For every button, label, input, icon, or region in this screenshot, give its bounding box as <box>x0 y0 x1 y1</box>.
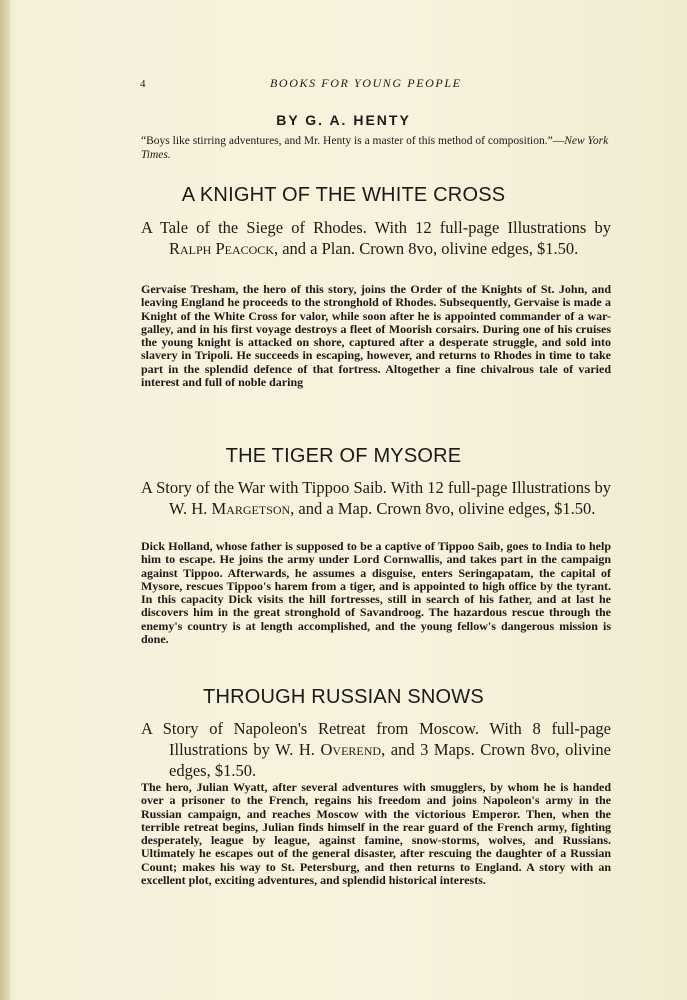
book-description: Gervaise Tresham, the hero of this story, joins the Order of the Knights of St. John, and leaving England he proceeds to the stronghold of Rhodes. Subsequently, Gervaise is made a Knight of the White Cross for valor, while soon after he is appointed commander of a war-galley, and in his first voyage destroys a fleet of Moorish corsairs. During one of his cruises the young knight is attacked on shore, captured after a desperate struggle, and sold into slavery in Tripoli. He succeeds in escaping, however, and returns to Rhodes in time to take part in the splendid defence of that fortress. Altogether a fine chivalrous tale of varied interest and full of noble daring <box>141 282 611 390</box>
subtitle-text: , and 3 Maps. Crown 8vo, olivine edges, $1.50. <box>169 740 611 780</box>
book-description: The hero, Julian Wyatt, after several adventures with smugglers, by whom he is handed over a prisoner to the French, regains his freedom and joins Napoleon's army in the Russian campaign, and reaches Moscow with the victorious Emperor. Then, when the terrible retreat begins, Julian finds himself in the rear guard of the French army, fighting desperately, league by league, against famine, snow-storms, wolves, and Russians. Ultimately he escapes out of the general disaster, after rescuing the daughter of a Russian Count; makes his way to St. Petersburg, and then returns to England. A story with an excellent plot, exciting adventures, and splendid historical interests. <box>141 780 611 888</box>
subtitle-text: , and a Map. Crown 8vo, olivine edges, $1.50. <box>290 499 596 518</box>
running-head-title: BOOKS FOR YOUNG PEOPLE <box>270 76 462 90</box>
quote-source: New York Times. <box>141 135 609 161</box>
quote-text: “Boys like stirring adventures, and Mr. Henty is a master of this method of composition.”— <box>141 135 565 147</box>
illustrator-name: Overend <box>320 740 382 759</box>
book-subtitle <box>141 718 611 781</box>
book-title: A KNIGHT OF THE WHITE CROSS <box>181 184 506 206</box>
page-number: 4 <box>140 78 146 90</box>
illustrator-name: Margetson <box>211 499 291 518</box>
book-subtitle <box>141 217 611 259</box>
illustrator-name: Ralph Peacock <box>169 239 274 258</box>
subtitle-text: A Tale of the Siege of Rhodes. With 12 full-page Illustrations by <box>141 218 611 237</box>
running-head <box>140 76 540 96</box>
book-subtitle <box>141 477 611 519</box>
author-byline: BY G. A. HENTY <box>276 112 411 128</box>
page-binding-edge <box>0 0 10 1000</box>
book-title: THROUGH RUSSIAN SNOWS <box>203 686 484 708</box>
book-title: THE TIGER OF MYSORE <box>225 445 462 467</box>
press-quote <box>141 135 611 162</box>
subtitle-text: A Story of Napoleon's Retreat from Moscow. With 8 full-page Illustrations by W. H. <box>141 719 611 759</box>
subtitle-text: , and a Plan. Crown 8vo, olivine edges, $1.50. <box>273 239 579 258</box>
book-description: Dick Holland, whose father is supposed to be a captive of Tippoo Saib, goes to India to help him to escape. He joins the army under Lord Cornwallis, and takes part in the campaign against Tippoo. Afterwards, he assumes a disguise, enters Seringapatam, the capital of Mysore, rescues Tippoo's harem from a tiger, and is appointed to high office by the tyrant. In this capacity Dick visits the hill fortresses, still in search of his father, and at last he discovers him in the great stronghold of Savandroog. The hazardous rescue through the enemy's country is at length accomplished, and the young fellow's dangerous mission is done. <box>141 539 611 647</box>
subtitle-text: A Story of the War with Tippoo Saib. With 12 full-page Illustrations by W. H. <box>141 478 611 518</box>
